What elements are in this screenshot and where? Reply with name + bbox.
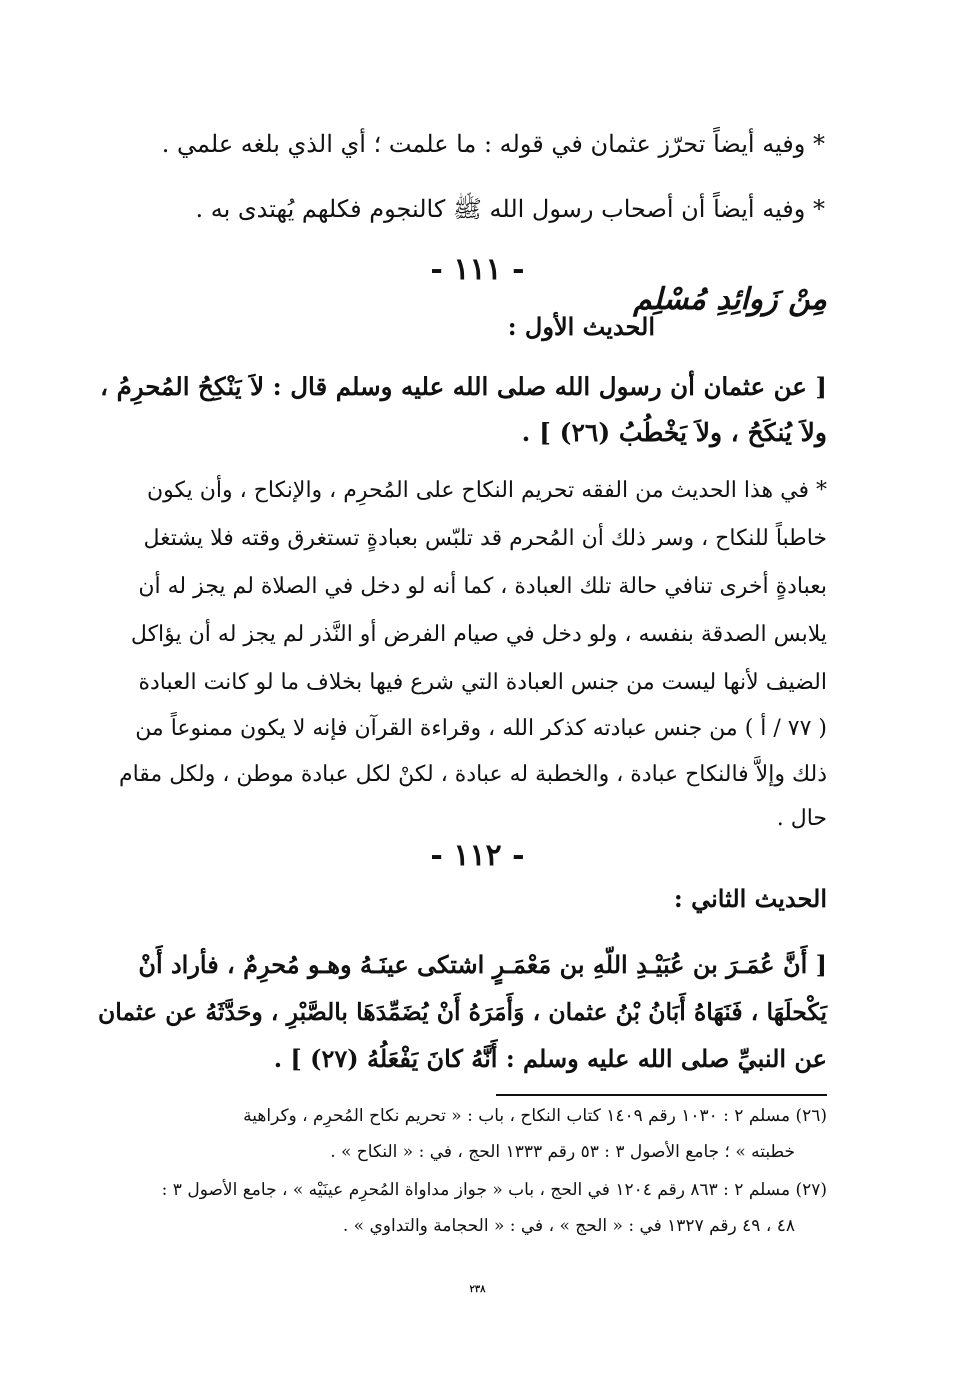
- stamp-text: مِنْ زَوائِدِ مُسْلِم: [633, 282, 827, 317]
- hadith-text-line: عن النبيِّ صلى الله عليه وسلم : أَنَّهُ كانَ يَفْعَلُهُ (٢٧) ] .: [273, 1044, 827, 1073]
- hadith-text-line: [ عن عثمان أن رسول الله صلى الله عليه وسلم قال : لاَ يَنْكِحُ المُحرِمُ ،: [100, 372, 827, 401]
- footnote-line: خطبته » ؛ جامع الأصول ٣ : ٥٣ رقم ١٣٣٣ الحج ، في : « النكاح » .: [330, 1142, 795, 1162]
- commentary-line: بعبادةٍ أخرى تنافي حالة تلك العبادة ، كما أنه لو دخل في الصلاة لم يجز له أن: [138, 574, 827, 599]
- top-note-1: * وفيه أيضاً تحرّز عثمان في قوله : ما علمت ؛ أي الذي بلغه علمي .: [161, 130, 825, 158]
- footnote-line: (٢٧) مسلم ٢ : ٨٦٣ رقم ١٢٠٤ في الحج ، باب « جواز مداواة المُحرِم عينَيْه » ، جامع الأصول ٣ :: [161, 1180, 827, 1200]
- stamp-logo: [633, 282, 827, 317]
- footnote-line: ٤٨ ، ٤٩ رقم ١٣٢٧ في : « الحج » ، في : « الحجامة والتداوي » .: [342, 1216, 795, 1236]
- commentary-line: يلابس الصدقة بنفسه ، ولو دخل في صيام الفرض أو النَّذر لم يجز له أن يؤاكل: [130, 622, 827, 647]
- commentary-line: حال .: [776, 806, 827, 831]
- footnote-line: (٢٦) مسلم ٢ : ١٠٣٠ رقم ١٤٠٩ كتاب النكاح ، باب : « تحريم نكاح المُحرِم ، وكراهية: [243, 1106, 827, 1126]
- section-heading: الحديث الأول :: [507, 312, 655, 341]
- commentary-line: * في هذا الحديث من الفقه تحريم النكاح على المُحرِم ، والإنكاح ، وأن يكون: [146, 478, 827, 503]
- commentary-line: ( ٧٧ / أ ) من جنس عبادته كذكر الله ، وقراءة القرآن فإنه لا يكون ممنوعاً من: [135, 716, 827, 741]
- page-number: ٢٣٨: [469, 1284, 486, 1295]
- hadith-text-line: يَكْحلَهَا ، فَنَهَاهُ أَبَانُ بْنُ عثمان ، وَأَمَرَهُ أَنْ يُضَمِّدَهَا بالصَّبْرِ ، وحَدَّثَهُ عن عثمان: [97, 998, 827, 1026]
- footnote-separator: [496, 1094, 827, 1096]
- hadith-number: - ١١٢ -: [430, 838, 525, 873]
- hadith-text-line: [ أَنَّ عُمَـرَ بن عُبَيْـدِ اللّهِ بن مَعْمَـرٍ اشتكى عينَـهُ وهـو مُحرِمٌ ، فأراد أَنْ: [138, 950, 827, 979]
- hadith-number: - ١١١ -: [430, 252, 525, 287]
- hadith-text-line: ولاَ يُنكَحُ ، ولاَ يَخْطُبُ (٢٦) ] .: [521, 418, 827, 447]
- commentary-line: ذلك وإلاَّ فالنكاح عبادة ، والخطبة له عبادة ، لكنْ لكل عبادة موطن ، ولكل مقام: [118, 762, 827, 787]
- commentary-line: خاطباً للنكاح ، وسر ذلك أن المُحرم قد تلبّس بعبادةٍ تستغرق وقته فلا يشتغل: [143, 526, 827, 551]
- section-heading: الحديث الثاني :: [673, 884, 827, 913]
- commentary-line: الضيف لأنها ليست من جنس العبادة التي شرع فيها بخلاف ما لو كانت العبادة: [138, 670, 827, 695]
- top-note-2: * وفيه أيضاً أن أصحاب رسول الله ﷺ كالنجوم فكلهم يُهتدى به .: [195, 195, 825, 223]
